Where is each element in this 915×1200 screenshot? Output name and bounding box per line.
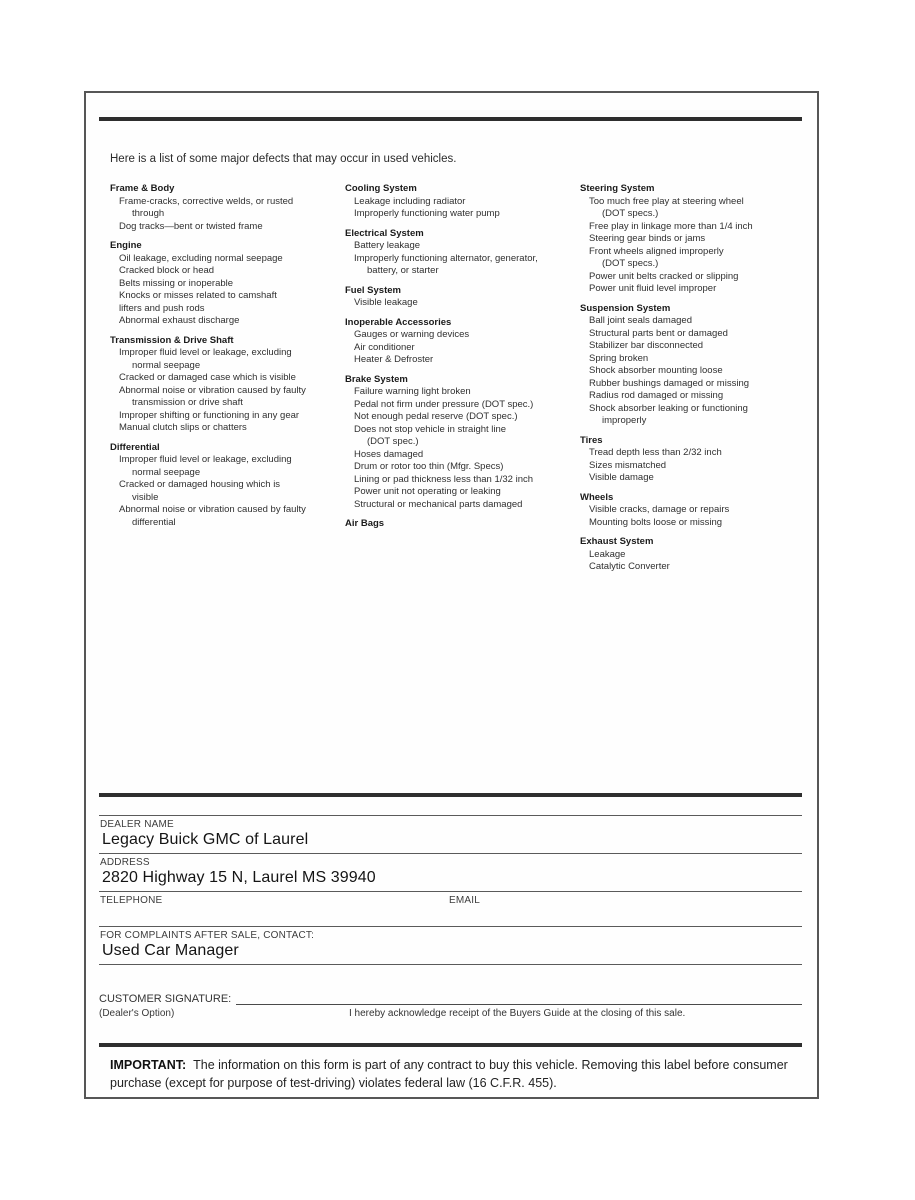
defect-item-line: Dog tracks—bent or twisted frame <box>119 220 263 232</box>
defect-item-line: Cracked or damaged case which is visible <box>119 372 296 383</box>
defect-item-line: Free play in linkage more than 1/4 inch <box>589 220 753 232</box>
defect-item-line: Stabilizer bar disconnected <box>589 340 704 351</box>
defect-item-line: Gauges or warning devices <box>354 329 470 340</box>
defect-category-heading: Electrical System <box>345 227 424 239</box>
defect-item-line: Improper shifting or functioning in any gear <box>119 409 300 421</box>
defect-item-line: transmission or drive shaft <box>132 397 243 408</box>
dealer-name-value: Legacy Buick GMC of Laurel <box>102 831 309 848</box>
defect-category-heading: Fuel System <box>345 284 401 296</box>
defect-item-line: Hoses damaged <box>354 448 424 460</box>
defect-category-heading: Brake System <box>345 373 408 385</box>
defect-item-line: Catalytic Converter <box>589 561 670 572</box>
defect-item-line: normal seepage <box>132 359 201 371</box>
acknowledgement-text: I hereby acknowledge receipt of the Buyers Guide at the closing of this sale. <box>349 1008 686 1019</box>
defect-item-line: Oil leakage, excluding normal seepage <box>119 252 283 264</box>
defect-item-line: normal seepage <box>132 466 201 478</box>
signature-line <box>236 992 802 1005</box>
defect-category-heading: Inoperable Accessories <box>345 316 452 328</box>
defect-category-heading: Exhaust System <box>580 536 654 547</box>
defect-item-line: Tread depth less than 2/32 inch <box>589 447 722 458</box>
defect-category-heading: Transmission & Drive Shaft <box>110 334 234 346</box>
defect-item-line: Ball joint seals damaged <box>589 315 692 326</box>
defect-item-line: Visible damage <box>589 472 654 483</box>
defect-category-heading: Differential <box>110 441 160 453</box>
defect-category-heading: Tires <box>580 434 603 446</box>
defects-column-3 <box>569 183 804 574</box>
defect-item-line: Failure warning light broken <box>354 386 471 397</box>
defect-item-line: Cracked or damaged housing which is <box>119 479 281 490</box>
defect-category-heading: Air Bags <box>345 518 385 529</box>
address-field <box>99 853 802 891</box>
defect-item-line: Rubber bushings damaged or missing <box>589 377 750 389</box>
defect-item-line: (DOT specs.) <box>602 208 659 219</box>
dealer-name-label: DEALER NAME <box>100 819 174 830</box>
defect-item-line: Shock absorber mounting loose <box>589 365 723 376</box>
defect-item-line: Drum or rotor too thin (Mfgr. Specs) <box>354 461 504 472</box>
defects-list <box>99 183 804 574</box>
defect-category-heading: Frame & Body <box>110 183 175 194</box>
defect-item-line: Leakage including radiator <box>354 195 466 207</box>
defect-item-line: Mounting bolts loose or missing <box>589 516 723 528</box>
dealer-info-form <box>99 793 802 1019</box>
defect-item-line: Power unit belts cracked or slipping <box>589 270 739 282</box>
defect-item-line: Structural or mechanical parts damaged <box>354 498 523 510</box>
defect-item-line: Spring broken <box>589 352 649 364</box>
defect-item-line: Improper fluid level or leakage, excluding <box>119 347 292 358</box>
defect-item-line: Shock absorber leaking or functioning <box>589 402 748 414</box>
defect-item-line: Power unit fluid level improper <box>589 283 717 294</box>
defect-item-line: Improperly functioning water pump <box>354 208 500 219</box>
defect-item-line: Manual clutch slips or chatters <box>119 422 247 433</box>
address-label: ADDRESS <box>100 857 150 868</box>
defect-item-line: Abnormal exhaust discharge <box>119 315 240 326</box>
defect-item-line: Improper fluid level or leakage, excluding <box>119 454 292 465</box>
defects-column-2 <box>334 183 569 574</box>
defect-item-line: Cracked block or head <box>119 265 215 276</box>
defect-category-heading: Suspension System <box>580 302 671 314</box>
defect-item-line: Not enough pedal reserve (DOT spec.) <box>354 411 518 422</box>
defect-item-line: Sizes mismatched <box>589 459 667 471</box>
important-paragraph <box>99 1057 802 1092</box>
defect-item-line: Visible leakage <box>354 297 418 308</box>
signature-sub-row <box>99 1008 802 1019</box>
defect-item-line: Heater & Defroster <box>354 354 434 365</box>
defect-category-heading: Wheels <box>580 491 614 503</box>
defect-item-line: Front wheels aligned improperly <box>589 245 724 257</box>
defect-item-line: Air conditioner <box>354 341 415 353</box>
defect-category-heading: Steering System <box>580 183 655 194</box>
document-page <box>84 91 819 1099</box>
defect-item-line: Abnormal noise or vibration caused by faulty <box>119 504 306 515</box>
defect-item-line: (DOT spec.) <box>367 436 419 447</box>
defect-item-line: Leakage <box>589 548 626 560</box>
defect-item-line: Structural parts bent or damaged <box>589 327 728 339</box>
defect-item-line: Does not stop vehicle in straight line <box>354 423 507 435</box>
telephone-email-row <box>99 891 802 926</box>
defect-item-line: Abnormal noise or vibration caused by faulty <box>119 384 306 396</box>
defect-item-line: visible <box>132 491 159 503</box>
defect-item-line: Lining or pad thickness less than 1/32 inch <box>354 473 534 485</box>
defects-column-1 <box>99 183 334 574</box>
telephone-label: TELEPHONE <box>100 895 163 906</box>
defect-item-line: lifters and push rods <box>119 302 205 314</box>
defect-item-line: Steering gear binds or jams <box>589 233 706 244</box>
defect-item-line: through <box>132 208 165 219</box>
defect-item-line: Battery leakage <box>354 240 421 251</box>
signature-label: CUSTOMER SIGNATURE: <box>99 993 232 1005</box>
important-label: IMPORTANT: <box>110 1058 187 1072</box>
important-divider-rule <box>99 1043 802 1047</box>
defect-item-line: Radius rod damaged or missing <box>589 390 724 401</box>
defect-item-line: (DOT specs.) <box>602 258 659 269</box>
defect-item-line: Belts missing or inoperable <box>119 277 234 289</box>
complaints-value: Used Car Manager <box>102 942 239 959</box>
intro-text: Here is a list of some major defects that may occur in used vehicles. <box>110 152 457 165</box>
defect-item-line: Too much free play at steering wheel <box>589 195 744 207</box>
defect-item-line: Visible cracks, damage or repairs <box>589 504 730 515</box>
top-divider-rule <box>99 117 802 121</box>
defect-item-line: differential <box>132 516 176 528</box>
email-label: EMAIL <box>448 895 480 906</box>
form-divider-rule <box>99 793 802 797</box>
defect-item-line: improperly <box>602 415 647 426</box>
defect-item-line: Pedal not firm under pressure (DOT spec.) <box>354 398 534 410</box>
defect-item-line: Improperly functioning alternator, generator, <box>354 252 538 264</box>
defect-item-line: Knocks or misses related to camshaft <box>119 290 277 301</box>
defect-category-heading: Cooling System <box>345 183 417 194</box>
important-notice <box>99 1043 802 1105</box>
defect-item-line: battery, or starter <box>367 265 439 276</box>
address-value: 2820 Highway 15 N, Laurel MS 39940 <box>102 869 376 886</box>
complaints-contact-field <box>99 926 802 965</box>
customer-signature-row <box>99 992 802 1005</box>
defect-item-line: Power unit not operating or leaking <box>354 486 501 497</box>
dealers-option-label: (Dealer's Option) <box>99 1008 175 1019</box>
important-text: The information on this form is part of any contract to buy this vehicle. Removing this label before consumer purchase (except for purpose of test-driving) violates federal law (16 C.F.R. 455). <box>110 1058 788 1090</box>
defect-item-line: Frame-cracks, corrective welds, or rusted <box>119 195 294 207</box>
dealer-name-field <box>99 815 802 853</box>
defect-category-heading: Engine <box>110 240 142 251</box>
complaints-label: FOR COMPLAINTS AFTER SALE, CONTACT: <box>100 930 315 941</box>
